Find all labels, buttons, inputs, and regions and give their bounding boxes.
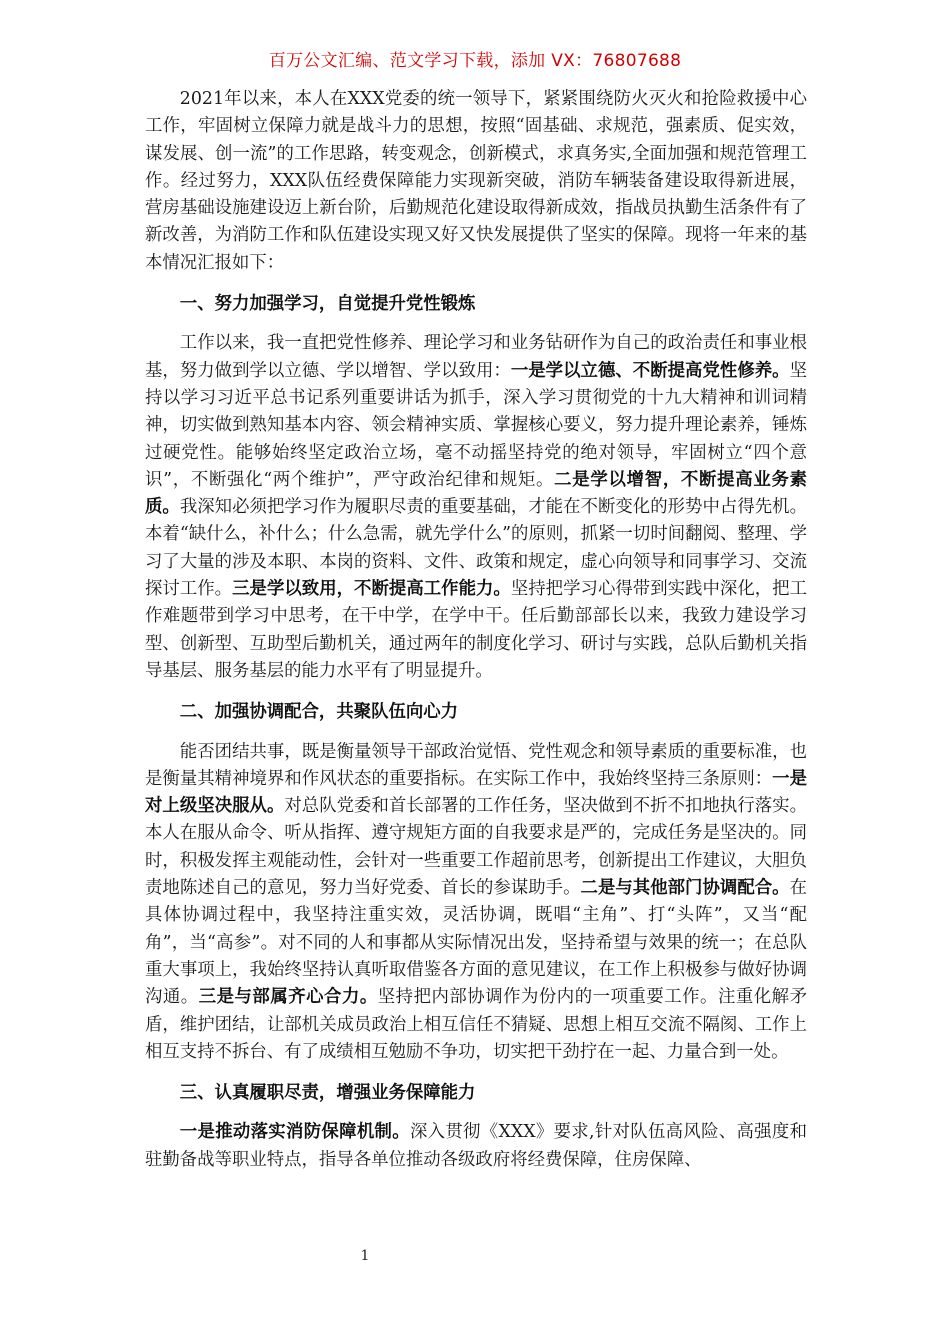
- intro-paragraph: 2021年以来，本人在XXX党委的统一领导下，紧紧围绕防火灭火和抢险救援中心工作，牢固树立保障力就是战斗力的思想，按照“固基础、求规范，强素质、促实效，谋发展、创一流”的工作思路，转变观念，创新模式，求真务实,全面加强和规范管理工作。经过努力，XXX队伍经费保障能力实现新突破，消防车辆装备建设取得新进展，营房基础设施建设迈上新台阶，后勤规范化建设取得新成效，指战员执勤生活条件有了新改善，为消防工作和队伍建设实现又好又快发展提供了坚实的保障。现将一年来的基本情况汇报如下：: [145, 89, 807, 273]
- section1-point-3: 三是学以致用，不断提高工作能力。: [232, 579, 511, 600]
- section3-point-1: 一是推动落实消防保障机制。: [179, 1122, 410, 1143]
- section-heading-2: 二、加强协调配合，共聚队伍向心力: [179, 702, 459, 723]
- document-body: [145, 86, 807, 1174]
- section-heading-3: 三、认真履职尽责，增强业务保障能力: [179, 1083, 476, 1104]
- section2-point-3: 三是与部属齐心合力。: [198, 987, 378, 1008]
- watermark-header: 百万公文汇编、范文学习下载，添加 VX：76807688: [268, 51, 682, 71]
- section1-point-1: 一是学以立德、不断提高党性修养。: [510, 360, 790, 381]
- section2-text-d: 在具体协调过程中，我坚持注重实效，灵活协调，既唱“主角”、打“头阵”，又当“配角”，当“高参”。对不同的人和事都从实际情况出发，坚持希望与效果的统一；在总队重大事项上，我始终坚持认真听取借鉴各方面的意见建议，在工作上积极参与做好协调沟通。: [145, 878, 807, 1008]
- section2-text-a: 能否团结共事，既是衡量领导干部政治觉悟、党性观念和领导素质的重要标准，也是衡量其精神境界和作风状态的重要指标。在实际工作中，我始终坚持三条原则：: [145, 741, 807, 789]
- section2-paragraph: [145, 739, 807, 1067]
- section3-paragraph: [145, 1119, 807, 1174]
- section1-text-e: 坚持把学习心得带到实践中深化，把工作难题带到学习中思考，在干中学，在学中干。任后勤部部长以来，我致力建设学习型、创新型、互助型后勤机关，通过两年的制度化学习、研讨与实践，总队后勤机关指导基层、服务基层的能力水平有了明显提升。: [145, 579, 807, 681]
- section2-text-c: 对总队党委和首长部署的工作任务，坚决做到不折不扣地执行落实。本人在服从命令、听从指挥、遵守规矩方面的自我要求是严的，完成任务是坚决的。同时，积极发挥主观能动性，会针对一些重要工作超前思考，创新提出工作建议，大胆负责地陈述自己的意见，努力当好党委、首长的参谋助手。: [145, 796, 807, 899]
- section1-text-d: 我深知必须把学习作为履职尽责的重要基础，才能在不断变化的形势中占得先机。本着“缺什么，补什么；什么急需，就先学什么”的原则，抓紧一切时间翻阅、整理、学习了大量的涉及本职、本岗的资料、文件、政策和规定，虚心向领导和同事学习、交流探讨工作。: [145, 497, 807, 600]
- page-number: 1: [360, 1248, 370, 1264]
- section2-point-2: 二是与其他部门协调配合。: [580, 878, 790, 899]
- section-heading-1: 一、努力加强学习，自觉提升党性锻炼: [179, 294, 476, 315]
- section1-point-2: 二是学以增智，不断提高业务素质。: [145, 469, 807, 518]
- section1-text-a: 工作以来，我一直把党性修养、理论学习和业务钻研作为自己的政治责任和事业根基，努力做到学以立德、学以增智、学以致用：: [145, 333, 807, 381]
- section2-text-e: 坚持把内部协调作为份内的一项重要工作。注重化解矛盾，维护团结，让部机关成员政治上相互信任不猜疑、思想上相互交流不隔阂、工作上相互支持不拆台、有了成绩相互勉励不争功，切实把干劲拧在一起、力量合到一处。: [145, 987, 807, 1062]
- section1-text-c: 坚持以学习习近平总书记系列重要讲话为抓手，深入学习贯彻党的十九大精神和训词精神，切实做到熟知基本内容、领会精神实质、掌握核心要义，努力提升理论素养，锤炼过硬党性。能够始终坚定政治立场，毫不动摇坚持党的绝对领导，牢固树立“四个意识”，不断强化“两个维护”，严守政治纪律和规矩。: [145, 360, 807, 490]
- section2-point-1: 一是对上级坚决服从。: [145, 768, 807, 817]
- section1-paragraph: [145, 330, 807, 685]
- section3-text-a: 深入贯彻《XXX》要求,针对队伍高风险、高强度和驻勤备战等职业特点，指导各单位推动各级政府将经费保障，住房保障、: [145, 1122, 807, 1170]
